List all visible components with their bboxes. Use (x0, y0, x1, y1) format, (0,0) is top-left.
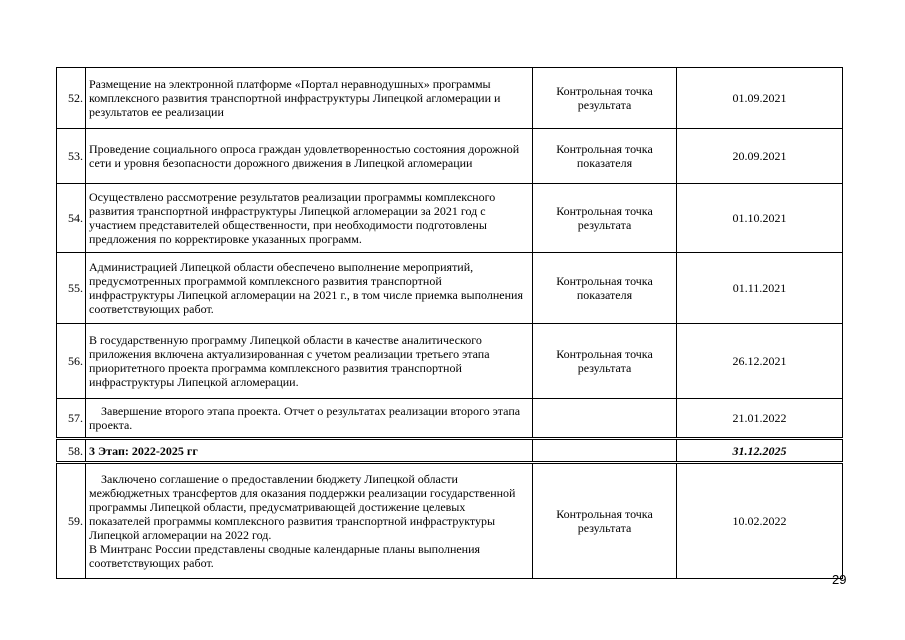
description-paragraph: Размещение на электронной платформе «Портал неравнодушных» программы комплексного развития транспортной инфраструктуры Липецкой агломерации и результатов ее реализации (89, 77, 501, 119)
row-number: 54. (57, 184, 86, 253)
description-paragraph: Заключено соглашение о предоставлении бюджету Липецкой области межбюджетных трансфертов для оказания поддержки реализации государственной программы Липецкой области, предусматривающей достижение целевых показателей программы комплексного развития транспортной инфраструктуры Липецкой агломерации на 2022 год. (89, 472, 516, 542)
table-row (57, 184, 843, 253)
row-date: 26.12.2021 (677, 324, 843, 399)
row-number: 55. (57, 253, 86, 324)
row-type: Контрольная точка результата (533, 463, 677, 579)
table-row (57, 324, 843, 399)
table-row (57, 129, 843, 184)
row-type: Контрольная точка результата (533, 68, 677, 129)
row-description (86, 463, 533, 579)
milestones-table (56, 67, 843, 579)
row-date: 10.02.2022 (677, 463, 843, 579)
page-number: 29 (832, 572, 847, 587)
row-number: 58. (57, 439, 86, 463)
row-type: Контрольная точка показателя (533, 129, 677, 184)
row-type: Контрольная точка результата (533, 184, 677, 253)
description-paragraph: Проведение социального опроса граждан удовлетворенностью состояния дорожной сети и уровня безопасности дорожного движения в Липецкой агломерации (89, 142, 520, 170)
row-description (86, 253, 533, 324)
row-description (86, 68, 533, 129)
row-description (86, 324, 533, 399)
row-number: 57. (57, 399, 86, 439)
row-type: Контрольная точка показателя (533, 253, 677, 324)
description-paragraph: Осуществлено рассмотрение результатов реализации программы комплексного развития транспортной инфраструктуры Липецкой агломерации за 2021 год с участием представителей общественности, при необходимости подготовлены предложения по корректировке указанных программ. (89, 190, 496, 246)
row-number: 59. (57, 463, 86, 579)
row-description (86, 129, 533, 184)
description-paragraph: 3 Этап: 2022-2025 гг (89, 443, 198, 458)
description-paragraph: Администрацией Липецкой области обеспечено выполнение мероприятий, предусмотренных программой комплексного развития транспортной инфраструктуры Липецкой агломерации на 2021 г., в том числе приемка выполнения соответствующих работ. (89, 260, 523, 316)
table-row (57, 253, 843, 324)
row-number: 56. (57, 324, 86, 399)
row-type (533, 399, 677, 439)
description-paragraph: В государственную программу Липецкой области в качестве аналитического приложения включена актуализированная с учетом реализации третьего этапа приоритетного проекта программа комплексного развития транспортной инфраструктуры Липецкой агломерации. (89, 333, 490, 389)
row-number: 53. (57, 129, 86, 184)
row-date: 20.09.2021 (677, 129, 843, 184)
row-description (86, 184, 533, 253)
stage-row (57, 439, 843, 463)
row-description (86, 399, 533, 439)
row-number: 52. (57, 68, 86, 129)
row-date: 01.11.2021 (677, 253, 843, 324)
row-date: 21.01.2022 (677, 399, 843, 439)
description-paragraph: Завершение второго этапа проекта. Отчет о результатах реализации второго этапа проекта. (89, 404, 521, 432)
table-row (57, 68, 843, 129)
table-row (57, 463, 843, 579)
table-row (57, 399, 843, 439)
description-paragraph: В Минтранс России представлены сводные календарные планы выполнения соответствующих работ. (89, 542, 481, 570)
row-type: Контрольная точка результата (533, 324, 677, 399)
row-type (533, 439, 677, 463)
row-date: 01.09.2021 (677, 68, 843, 129)
stage-end-date: 31.12.2025 (677, 439, 843, 463)
stage-title (86, 439, 533, 463)
row-date: 01.10.2021 (677, 184, 843, 253)
